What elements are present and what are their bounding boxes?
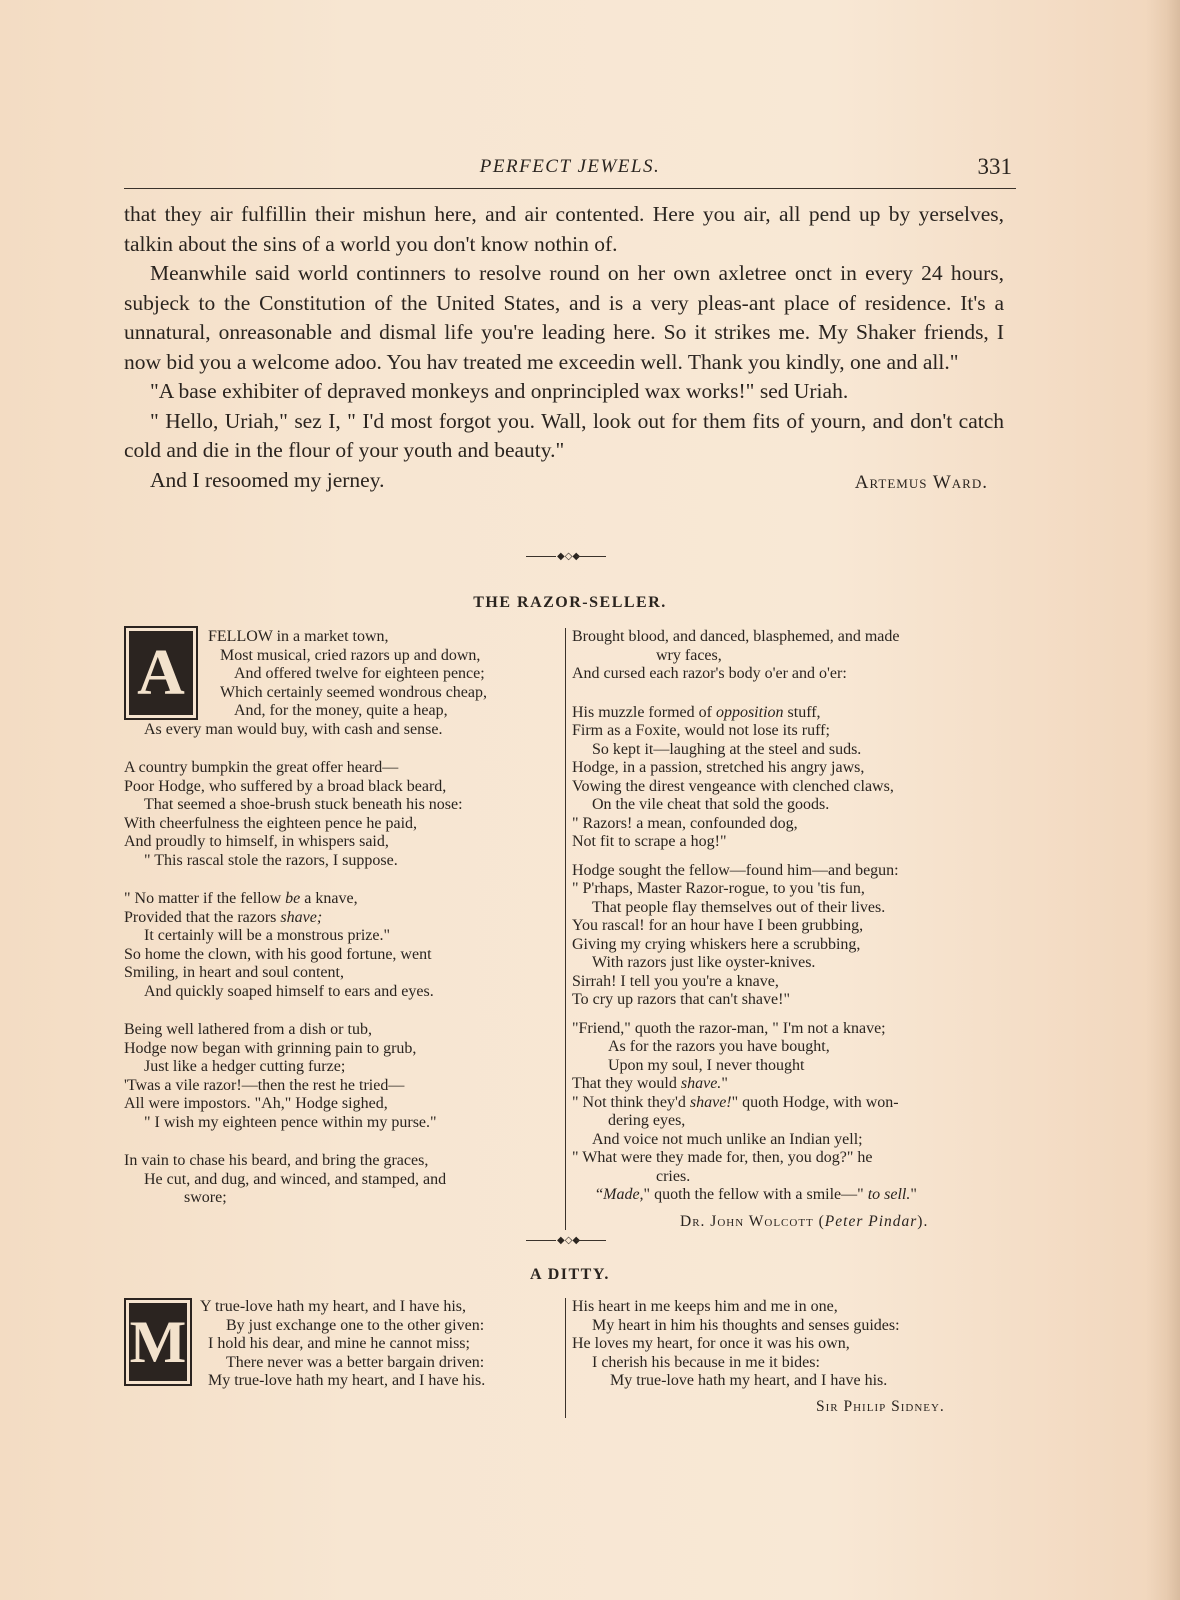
- section-ornament: ◆◇◆: [526, 552, 606, 562]
- poem-line: " P'rhaps, Master Razor-rogue, to you 'tis fun,: [572, 880, 865, 897]
- poem-line: Poor Hodge, who suffered by a broad black beard,: [124, 777, 447, 795]
- section-ornament: ◆◇◆: [526, 1236, 606, 1246]
- poem-line: swore;: [184, 1189, 227, 1206]
- poem-line: “Made," quoth the fellow with a smile—" to sell.": [596, 1186, 917, 1203]
- poem-line: And offered twelve for eighteen pence;: [234, 665, 485, 682]
- poem-line: " No matter if the fellow be a knave,: [124, 890, 358, 907]
- page-edge-shadow: [1146, 0, 1180, 1600]
- razor-right-column: [572, 628, 1010, 1205]
- poem-line: I cherish his because in me it bides:: [592, 1353, 820, 1371]
- poem-line: My heart in him his thoughts and senses guides:: [592, 1316, 900, 1334]
- poem-line: He loves my heart, for once it was his own,: [572, 1335, 850, 1352]
- poem-line: My true-love hath my heart, and I have his.: [208, 1372, 486, 1389]
- poem-line: And voice not much unlike an Indian yell;: [592, 1130, 863, 1148]
- poem-line: Hodge, in a passion, stretched his angry jaws,: [572, 759, 865, 776]
- poem-line: Hodge sought the fellow—found him—and begun:: [572, 861, 899, 879]
- poem-line: My true-love hath my heart, and I have his.: [610, 1372, 888, 1389]
- ditty-signature: Sir Philip Sidney.: [816, 1398, 945, 1415]
- poem-line: Smiling, in heart and soul content,: [124, 964, 344, 981]
- poem-line: That they would shave.": [572, 1075, 728, 1092]
- ditty-left-column: [124, 1298, 564, 1391]
- poem-line: And, for the money, quite a heap,: [234, 702, 448, 719]
- razor-left-column: [124, 628, 564, 1208]
- poem-line: As for the razors you have bought,: [608, 1038, 830, 1055]
- poem-line: It certainly will be a monstrous prize.": [144, 927, 391, 944]
- poem-line: You rascal! for an hour have I been grubbing,: [572, 917, 864, 934]
- prose-paragraph: Meanwhile said world continners to resolve round on her own axletree onct in every 24 hours, subjeck to the Constitution of the United States, and is a very pleas-ant place of residence. It's a unnatural, onreasonable and dismal life you're leading here. So it strikes me. My Shaker friends, I now bid you a welcome adoo. You hav treated me exceedin well. Thank you kindly, one and all.": [124, 261, 1004, 374]
- poem-line: On the vile cheat that sold the goods.: [592, 796, 830, 813]
- poem-line: cries.: [656, 1167, 691, 1185]
- razor-seller-title: THE RAZOR-SELLER.: [473, 594, 667, 611]
- poem-line: As every man would buy, with cash and sense.: [144, 720, 443, 738]
- ditty-title: A DITTY.: [530, 1266, 610, 1283]
- poem-line: Vowing the direst vengeance with clenched claws,: [572, 777, 894, 795]
- prose-closing-line: [124, 466, 1004, 496]
- poem-line: All were impostors. "Ah," Hodge sighed,: [124, 1095, 388, 1112]
- prose-attribution: Artemus Ward.: [854, 471, 988, 493]
- poem-line: "Friend," quoth the razor-man, " I'm not a knave;: [572, 1019, 886, 1037]
- poem-line: wry faces,: [656, 646, 722, 664]
- poem-line: Upon my soul, I never thought: [608, 1056, 805, 1074]
- column-divider: [565, 1298, 566, 1418]
- poem-line: By just exchange one to the other given:: [226, 1316, 485, 1334]
- poem-line: Giving my crying whiskers here a scrubbing,: [572, 935, 861, 953]
- poem-line: And proudly to himself, in whispers said,: [124, 833, 389, 850]
- poem-line: " What were they made for, then, you dog?" he: [572, 1149, 873, 1166]
- poem-line: Being well lathered from a dish or tub,: [124, 1021, 372, 1038]
- poem-line: Y true-love hath my heart, and I have his,: [200, 1298, 466, 1315]
- poem-line: Just like a hedger cutting furze;: [144, 1058, 346, 1075]
- poem-line: Not fit to scrape a hog!": [572, 833, 727, 850]
- poem-line: Sirrah! I tell you you're a knave,: [572, 972, 779, 990]
- poem-line: And cursed each razor's body o'er and o'er:: [572, 665, 847, 682]
- poem-line: " This rascal stole the razors, I suppose.: [144, 851, 398, 869]
- dropcap-letter: M: [129, 1309, 187, 1375]
- poem-line: His muzzle formed of opposition stuff,: [572, 703, 821, 721]
- poem-line: Hodge now began with grinning pain to grub,: [124, 1039, 417, 1057]
- poem-line: That people flay themselves out of their lives.: [592, 898, 886, 916]
- poem-line: In vain to chase his beard, and bring the graces,: [124, 1152, 429, 1169]
- running-header: [124, 152, 1016, 189]
- poem-line: Firm as a Foxite, would not lose its ruff;: [572, 722, 830, 739]
- ditty-right-column: [572, 1298, 1012, 1391]
- prose-paragraph: that they air fulfillin their mishun here, and air contented. Here you air, all pend up by yerselves, talkin about the sins of a world you don't know nothin of.: [124, 202, 1004, 256]
- page-number: 331: [977, 154, 1012, 179]
- poem-line: A country bumpkin the great offer heard—: [124, 759, 399, 776]
- poem-line: With razors just like oyster-knives.: [592, 954, 816, 971]
- poem-line: He cut, and dug, and winced, and stamped, and: [144, 1170, 447, 1188]
- dropcap-letter: A: [137, 636, 185, 709]
- poem-line: Brought blood, and danced, blasphemed, and made: [572, 628, 900, 645]
- poem-line: There never was a better bargain driven:: [226, 1353, 485, 1371]
- poem-line: " I wish my eighteen pence within my purse.": [144, 1113, 437, 1131]
- prose-paragraph: "A base exhibiter of depraved monkeys and onprincipled wax works!" sed Uriah.: [150, 379, 849, 403]
- poem-line: " Not think they'd shave!" quoth Hodge, with won-: [572, 1093, 899, 1111]
- header-title: PERFECT JEWELS.: [479, 156, 661, 177]
- poem-line: FELLOW in a market town,: [208, 628, 389, 645]
- poem-line: That seemed a shoe-brush stuck beneath his nose:: [144, 796, 463, 813]
- poem-line: Most musical, cried razors up and down,: [220, 646, 481, 664]
- poem-line: Which certainly seemed wondrous cheap,: [220, 683, 488, 701]
- poem-line: To cry up razors that can't shave!": [572, 991, 790, 1008]
- poem-line: And quickly soaped himself to ears and eyes.: [144, 982, 434, 1000]
- poem-line: With cheerfulness the eighteen pence he paid,: [124, 814, 418, 832]
- poem-line: " Razors! a mean, confounded dog,: [572, 814, 798, 832]
- poem-line: His heart in me keeps him and me in one,: [572, 1298, 838, 1315]
- prose-last-line: And I resoomed my jerney.: [150, 467, 385, 492]
- razor-signature: Dr. John Wolcott (Peter Pindar).: [680, 1213, 929, 1230]
- prose-section: [124, 200, 1004, 496]
- poem-line: Provided that the razors shave;: [124, 908, 323, 926]
- poem-line: 'Twas a vile razor!—then the rest he tried—: [124, 1076, 405, 1094]
- poem-line: I hold his dear, and mine he cannot miss;: [208, 1335, 470, 1352]
- poem-line: dering eyes,: [608, 1112, 686, 1129]
- poem-line: So kept it—laughing at the steel and suds.: [592, 740, 862, 758]
- column-divider: [565, 628, 566, 1230]
- prose-paragraph: " Hello, Uriah," sez I, " I'd most forgot you. Wall, look out for them fits of yourn, and don't catch cold and die in the flour of your youth and beauty.": [124, 408, 1004, 462]
- poem-line: So home the clown, with his good fortune, went: [124, 945, 432, 963]
